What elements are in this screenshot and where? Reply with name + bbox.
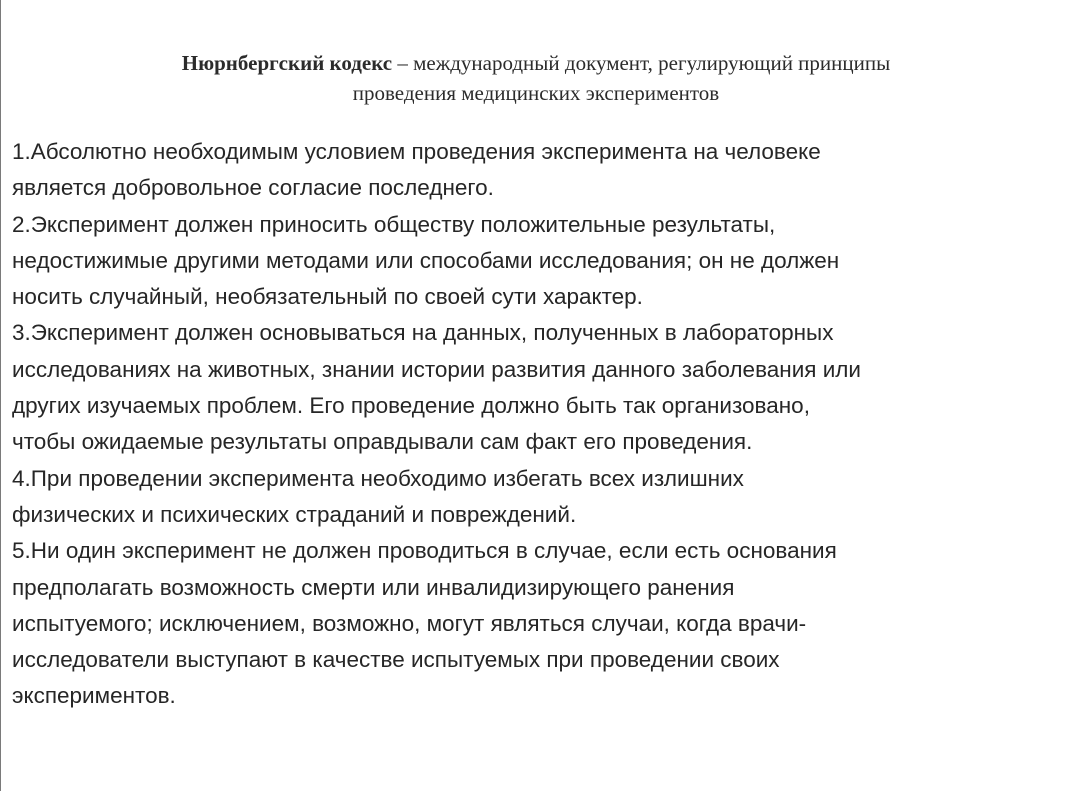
text-line: носить случайный, необязательный по своей сути характер. — [12, 284, 643, 310]
text-line: 1.Абсолютно необходимым условием проведения эксперимента на человеке — [12, 139, 821, 164]
text-line: 5.Ни один эксперимент не должен проводиться в случае, если есть основания — [12, 538, 837, 564]
text-line: других изучаемых проблем. Его проведение должно быть так организовано, — [12, 393, 810, 419]
text-line: недостижимые другими методами или способами исследования; он не должен — [12, 247, 840, 273]
text-line: 3.Эксперимент должен основываться на данных, полученных в лабораторных — [12, 320, 834, 346]
text-line: чтобы ожидаемые результаты оправдывали сам факт его проведения. — [12, 429, 753, 455]
text-line: исследователи выступают в качестве испытуемых при проведении своих — [12, 647, 780, 673]
text-line: 4.При проведении эксперимента необходимо избегать всех излишних — [12, 465, 744, 491]
text-line: предполагать возможность смерти или инвалидизирующего ранения — [12, 574, 735, 600]
text-line: физических и психических страданий и повреждений. — [12, 501, 577, 527]
title-term: Нюрнбергский кодекс — [181, 51, 393, 75]
text-line: 2.Эксперимент должен приносить обществу положительные результаты, — [12, 211, 776, 237]
title-definition: – международный документ, регулирующий принципы — [392, 51, 891, 75]
text-line: исследованиях на животных, знании истории развития данного заболевания или — [12, 356, 861, 382]
title-line-2: проведения медицинских экспериментов — [352, 81, 720, 105]
text-line: является добровольное согласие последнего. — [12, 175, 494, 201]
text-line: испытуемого; исключением, возможно, могут являться случаи, когда врачи- — [12, 610, 807, 636]
principles-text — [12, 134, 1074, 715]
text-line: экспериментов. — [12, 683, 176, 709]
document-title — [41, 48, 1031, 108]
title-line-1 — [41, 48, 1031, 78]
